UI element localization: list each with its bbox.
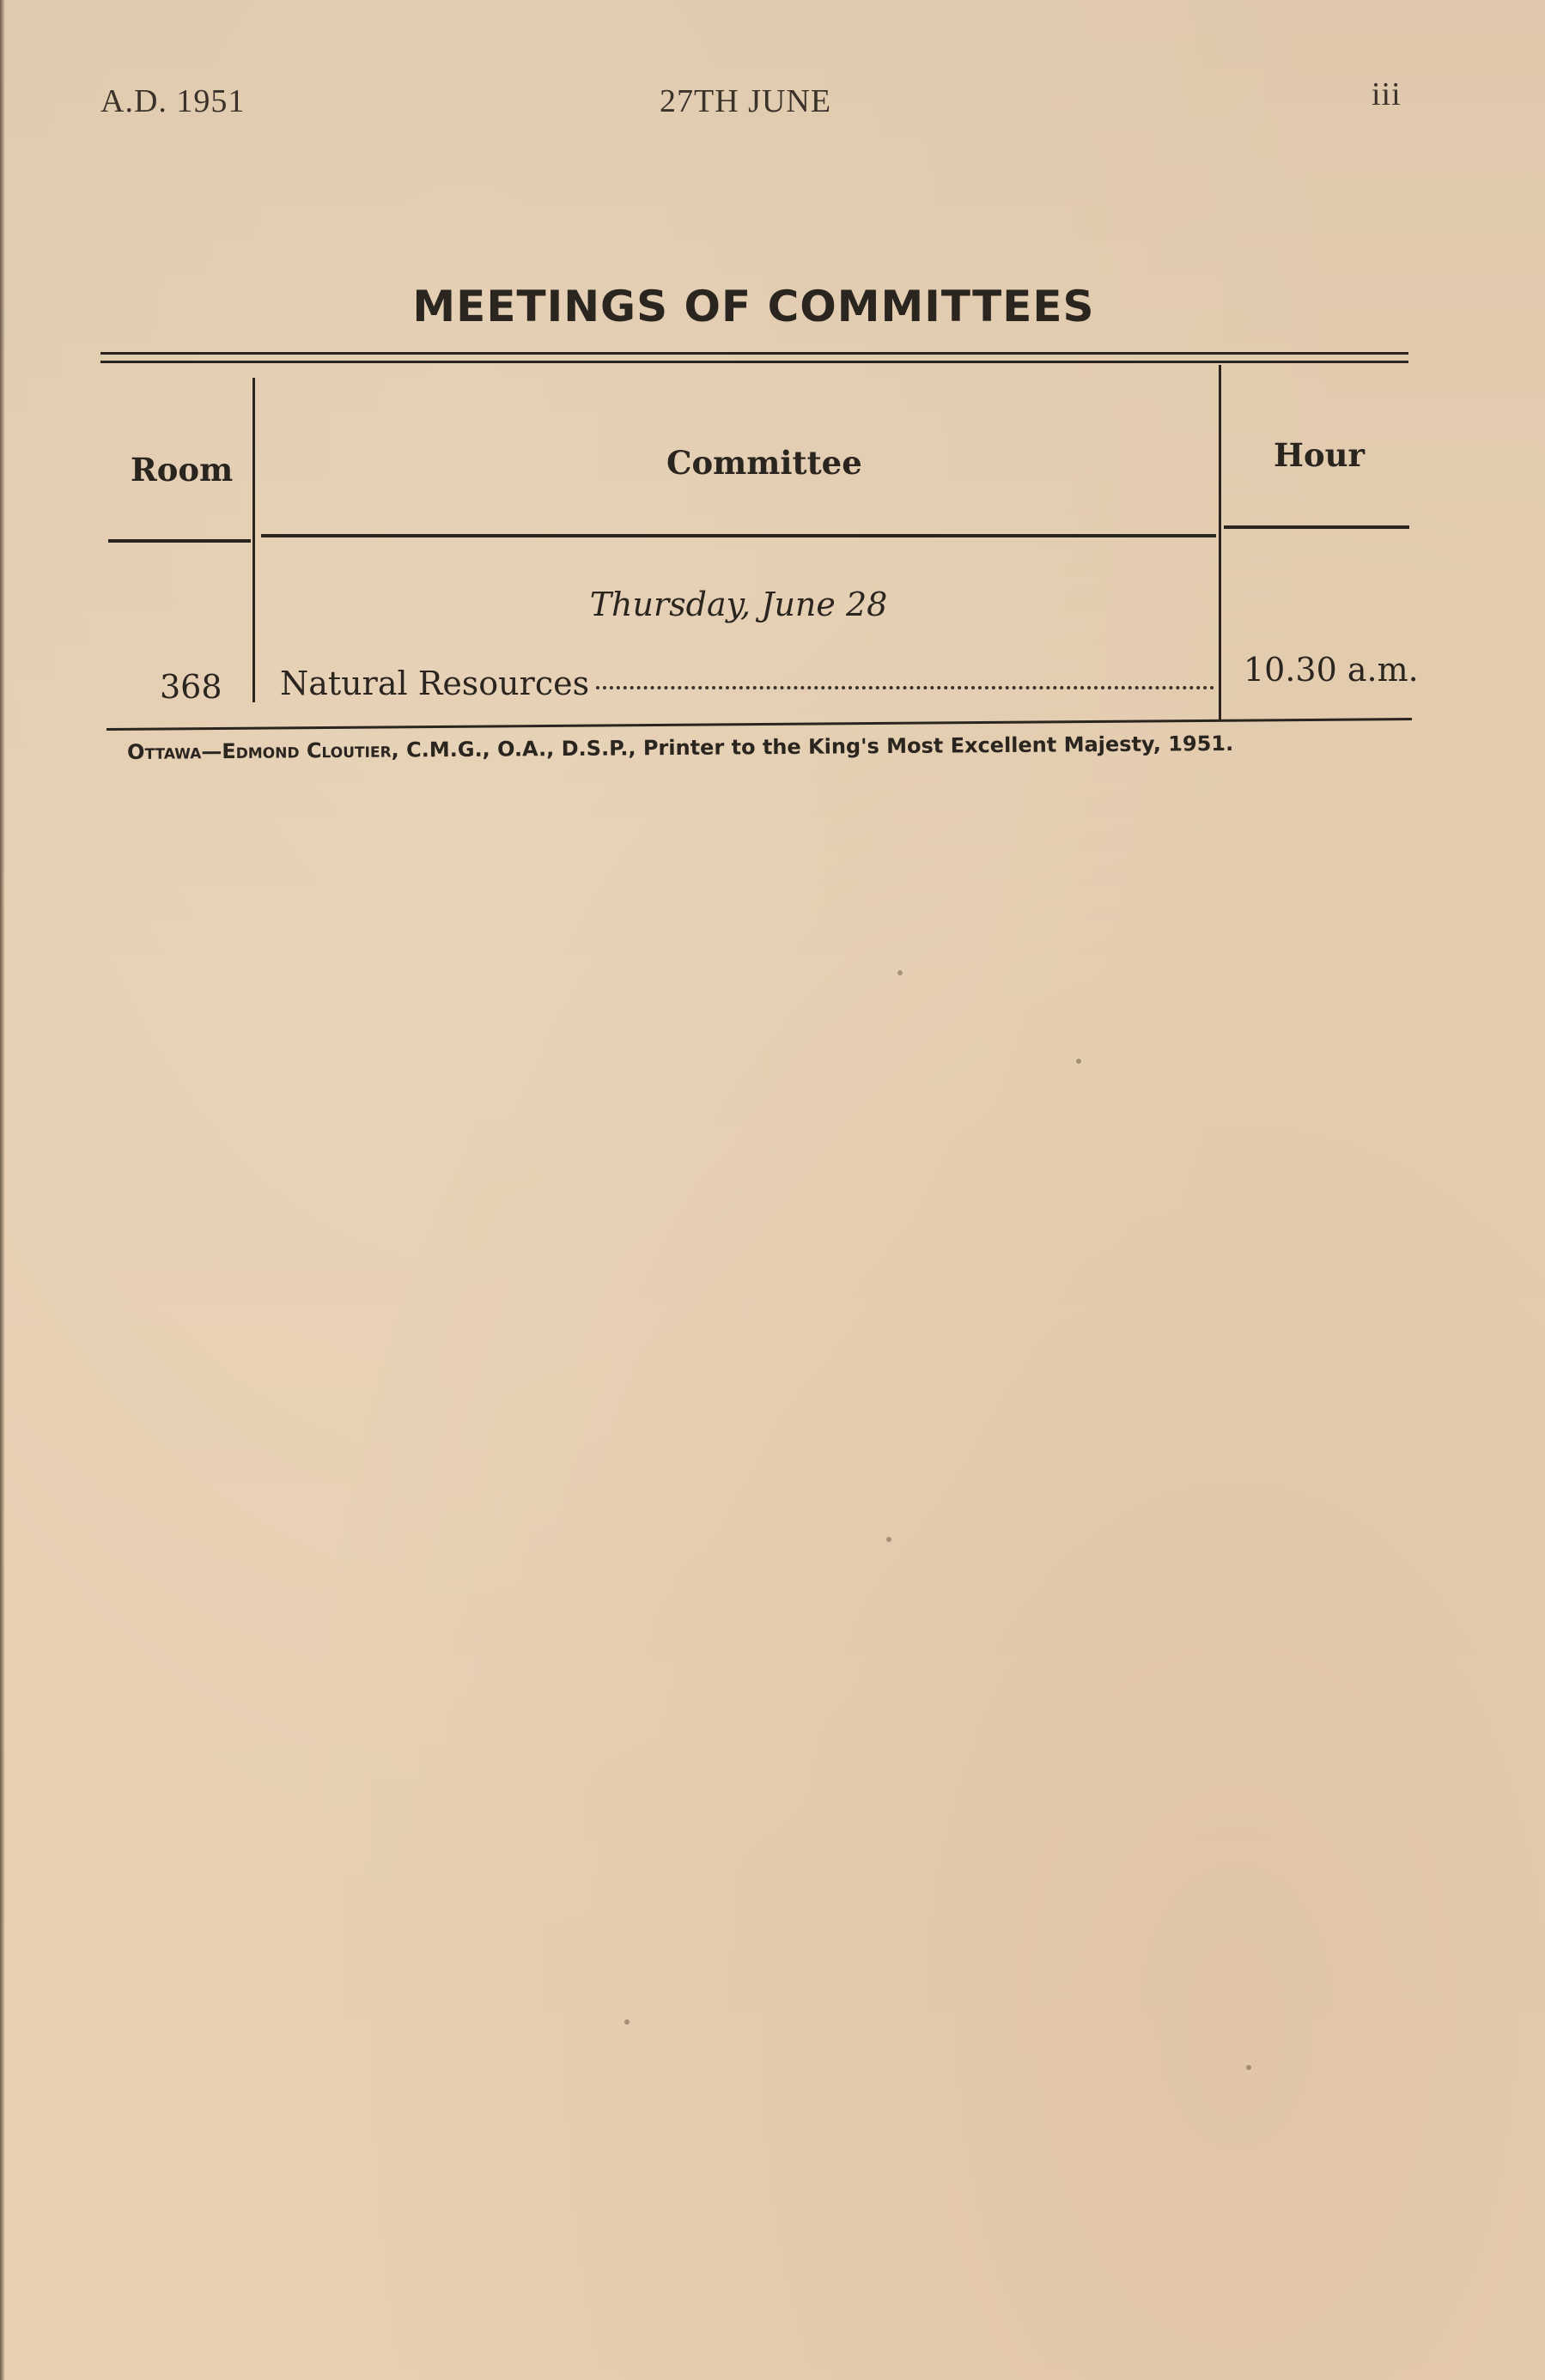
header-rule-hour bbox=[1224, 525, 1409, 529]
table-cell-room: 368 bbox=[160, 668, 222, 706]
table-cell-hour: 10.30 a.m. bbox=[1244, 651, 1419, 689]
page-edge-shadow bbox=[0, 0, 5, 2380]
date-heading: Thursday, June 28 bbox=[589, 586, 888, 623]
paper-speck bbox=[897, 970, 903, 975]
page-number: iii bbox=[1372, 76, 1402, 112]
table-top-rule-inner bbox=[100, 361, 1408, 363]
paper-speck bbox=[1076, 1059, 1081, 1064]
header-hour: Hour bbox=[1274, 436, 1366, 474]
header-rule-room bbox=[108, 539, 251, 543]
header-committee: Committee bbox=[666, 444, 862, 482]
table-bottom-rule bbox=[106, 718, 1412, 731]
dot-leaders bbox=[596, 686, 1214, 689]
table-cell-committee bbox=[280, 665, 1214, 702]
paper-speck bbox=[886, 1537, 891, 1542]
header-rule-committee bbox=[261, 534, 1216, 537]
running-head-year: A.D. 1951 bbox=[100, 83, 246, 119]
imprint-rest: , C.M.G., O.A., D.S.P., Printer to the King's Most Excellent Majesty, 1951. bbox=[391, 731, 1234, 762]
running-head-date: 27TH JUNE bbox=[660, 83, 832, 119]
imprint-place: Ottawa bbox=[127, 739, 202, 764]
column-divider-hour bbox=[1219, 365, 1221, 719]
header-room: Room bbox=[131, 451, 234, 489]
imprint-printer: Edmond Cloutier bbox=[222, 738, 392, 764]
paper-speck bbox=[1246, 2065, 1251, 2070]
printer-imprint: Ottawa—Edmond Cloutier, C.M.G., O.A., D.S.P., Printer to the King's Most Excellent Majesty, 1951. bbox=[127, 731, 1234, 764]
committee-name: Natural Resources bbox=[280, 665, 590, 702]
column-divider-room bbox=[252, 378, 255, 702]
page-title: MEETINGS OF COMMITTEES bbox=[412, 282, 1095, 331]
paper-speck bbox=[624, 2019, 630, 2025]
table-top-rule-outer bbox=[100, 352, 1408, 355]
